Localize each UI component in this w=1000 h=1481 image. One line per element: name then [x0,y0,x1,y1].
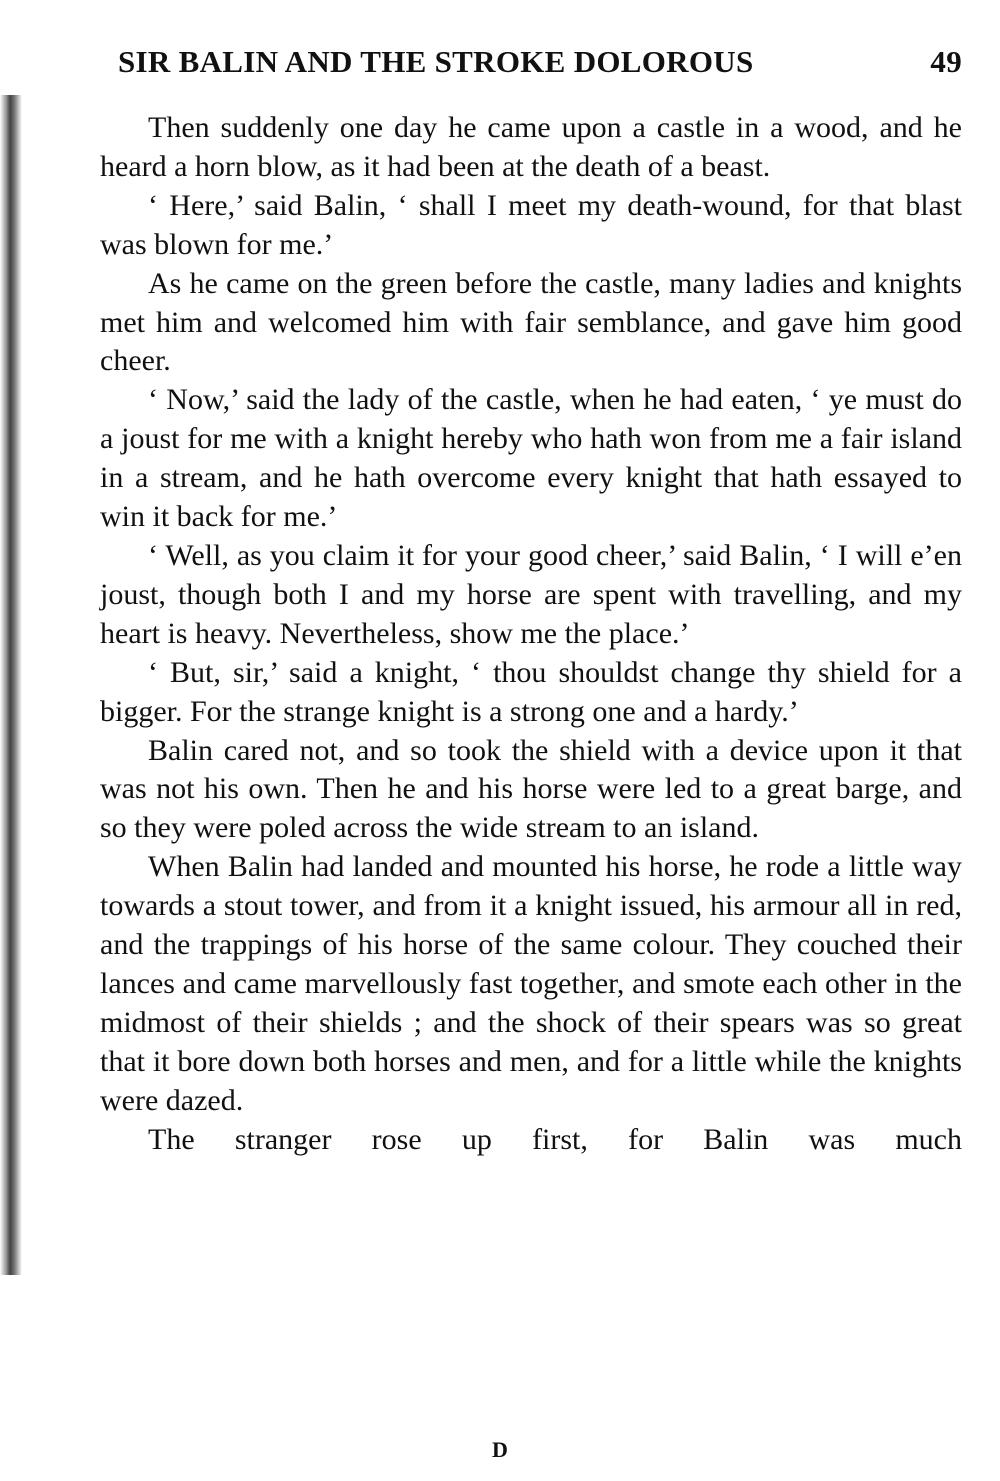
page-number: 49 [930,44,962,79]
paragraph: When Balin had landed and mounted his horse, he rode a little way towards a stout tower, and from it a knight issued, his armour all in red, and the trappings of his horse of the same colour. They couched their lances and came marvellously fast together, and smote each other in the midmost of their shields ; and the shock of their spears was so great that it bore down both horses and men, and for a little while the knights were dazed. [100,850,962,1117]
binding-shadow [0,95,22,1275]
signature-mark: D [492,1437,508,1462]
paragraph: ‘ But, sir,’ said a knight, ‘ thou shouldst change thy shield for a bigger. For the strange knight is a strong one and a hardy.’ [100,655,962,728]
paragraph: The stranger rose up first, for Balin was much [148,1122,962,1156]
paragraph: As he came on the green before the castle, many ladies and knights met him and welcomed him with fair semblance, and gave him good cheer. [100,266,962,378]
body-text [100,109,962,1159]
paragraph: ‘ Well, as you claim it for your good cheer,’ said Balin, ‘ I will e’en joust, though both I and my horse are spent with travelling, and my heart is heavy. Nevertheless, show me the place.’ [100,538,962,650]
paragraph: Balin cared not, and so took the shield with a device upon it that was not his own. Then he and his horse were led to a great barge, and so they were poled across the wide stream to an island. [100,733,962,845]
paragraph: ‘ Here,’ said Balin, ‘ shall I meet my death-wound, for that blast was blown for me.’ [100,188,962,261]
paragraph: Then suddenly one day he came upon a castle in a wood, and he heard a horn blow, as it had been at the death of a beast. [100,111,962,183]
running-title: SIR BALIN AND THE STROKE DOLOROUS [118,44,754,79]
paragraph: ‘ Now,’ said the lady of the castle, when he had eaten, ‘ ye must do a joust for me with a knight hereby who hath won from me a fair island in a stream, and he hath overcome every knight that hath essayed to win it back for me.’ [100,383,962,534]
book-page [100,44,962,1159]
running-head [100,44,962,92]
